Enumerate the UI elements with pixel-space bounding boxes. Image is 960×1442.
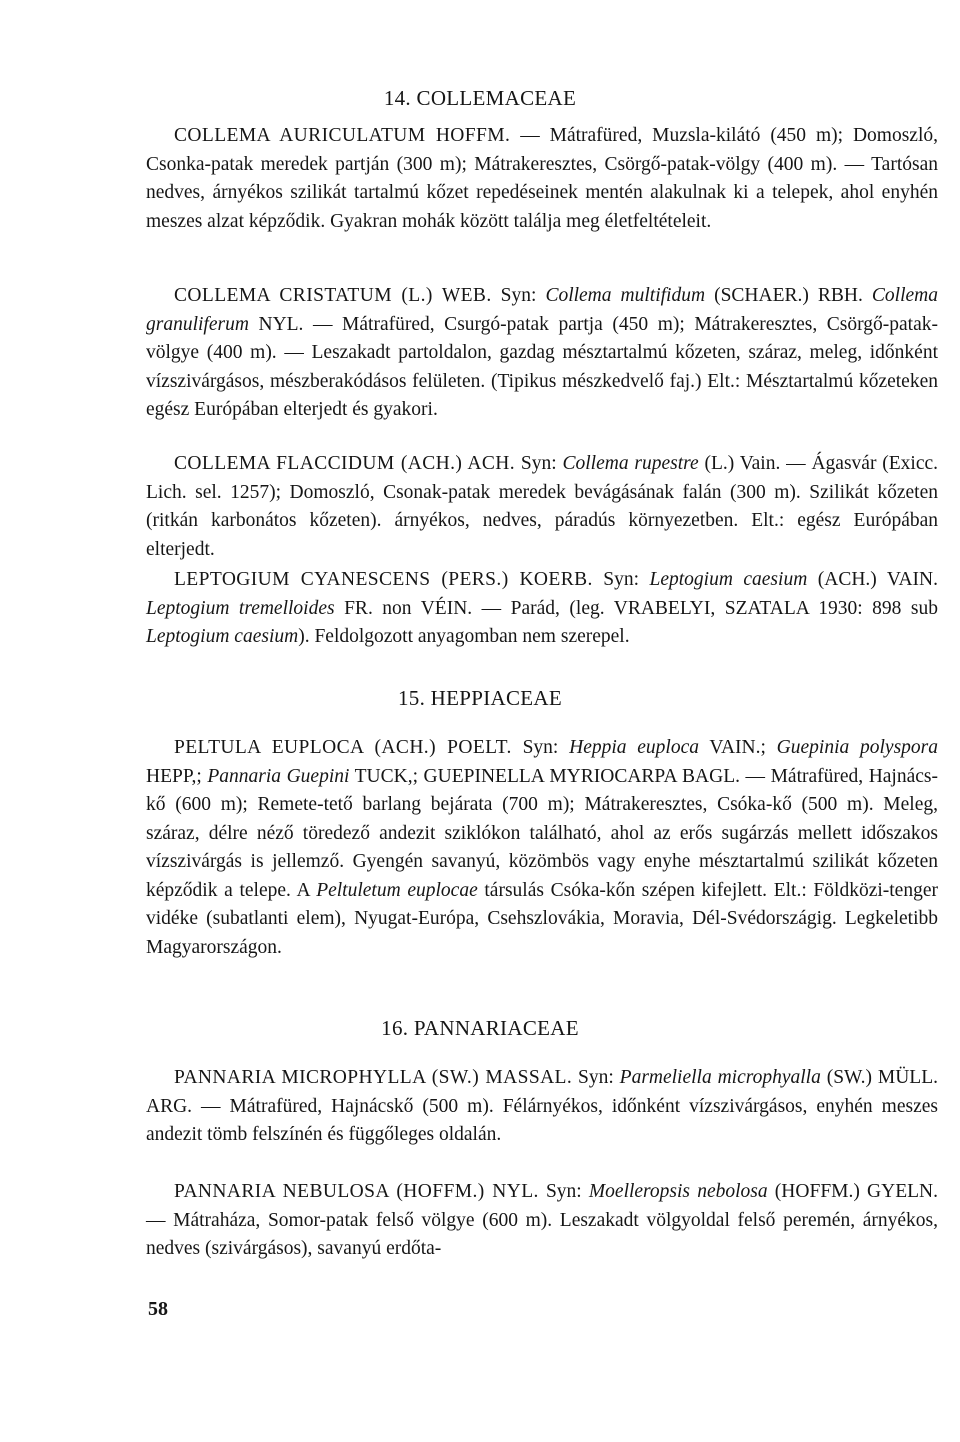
synonym: Peltuletum euplocae <box>316 879 478 901</box>
synonym: Parmeliella microphyalla <box>619 1067 821 1088</box>
species-name: PANNARIA NEBULOSA (HOFFM.) NYL. <box>174 1181 539 1202</box>
synonym: Moelleropsis nebolosa <box>588 1181 768 1202</box>
section-heading-heppiaceae: 15. HEPPIACEAE <box>397 686 563 710</box>
species-name: COLLEMA FLACCIDUM (ACH.) ACH. <box>174 453 516 474</box>
entry-text: (SCHAER.) RBH. <box>705 285 872 306</box>
species-name: PELTULA EUPLOCA (ACH.) POELT. <box>174 737 512 758</box>
syn-label: Syn: <box>572 1067 620 1088</box>
entry-leptogium-cyanescens <box>146 566 938 652</box>
entry-collema-auriculatum <box>146 122 938 236</box>
entry-text: NYL. — Mátrafüred, Csurgó-patak partja (450 m); Mátrakeresztes, Csörgő-patak-völgye (400 m). — Leszakadt partoldalon, gazdag mésztartalmú kőzeten, száraz, meleg, időnként vízszivárgásos, mészberakódásos felületen. (Tipikus mészkedvelő faj.) Elt.: Mésztartalmú kőzeteken egész Európában elterjedt és gyakori. <box>146 313 938 420</box>
syn-label: Syn: <box>515 453 563 474</box>
entry-collema-flaccidum <box>146 450 938 564</box>
entry-text: (L.) Vain. — Ágasvár (Exicc. Lich. sel. 1257); Domoszló, Csonak-patak meredek bevágásának falán (300 m). Szilikát kőzeten (ritkán karbonátos kőzeten). árnyékos, nedves, páradús környezetben. Elt.: egész Európában elterjedt. <box>146 453 939 560</box>
synonym: Collema rupestre <box>562 453 699 474</box>
species-name: COLLEMA CRISTATUM (L.) WEB. <box>174 285 492 306</box>
entry-text: — Mátrafüred, Muzsla-kilátó (450 m); Domoszló, Csonka-patak meredek partján (300 m); Mátrakeresztes, Csörgő-patak-völgy (400 m). — Tartósan nedves, árnyékos szilikát tartalmú kőzet repedéseinek mentén alakulnak ki a telepek, ahol enyhén meszes alzat képződik. Gyakran mohák között találja meg életfeltételeit. <box>146 125 938 232</box>
synonym: Collema granuliferum <box>146 285 938 335</box>
entry-pannaria-microphylla <box>146 1064 938 1150</box>
synonym: Collema multifidum <box>545 285 706 306</box>
synonym: Heppia euploca <box>569 737 699 758</box>
syn-label: Syn: <box>538 1181 589 1202</box>
entry-text: (ACH.) VAIN. <box>807 569 938 590</box>
entry-text: (HOFFM.) GYELN. — Mátraháza, Somor-patak felső völgye (600 m). Leszakadt völgyoldal felső peremén, árnyékos, nedves (szivárgásos), savanyú erdőta- <box>146 1181 938 1259</box>
entry-peltula-euploca <box>146 734 938 962</box>
entry-text: HEPP,; <box>146 765 208 787</box>
syn-label: Syn: <box>491 285 546 306</box>
species-name: LEPTOGIUM CYANESCENS (PERS.) KOERB. <box>174 569 593 590</box>
synonym: Pannaria Guepini <box>207 765 350 787</box>
syn-label: Syn: <box>511 737 570 758</box>
synonym: Guepinia polyspora <box>776 737 938 758</box>
section-heading-pannariaceae: 16. PANNARIACEAE <box>381 1016 579 1040</box>
synonym: Leptogium caesium <box>146 626 299 647</box>
synonym: Leptogium tremelloides <box>146 597 335 619</box>
entry-text: társulás Csóka-kőn szépen kifejlett. Elt.: Földközi-tenger vidéke (subatlanti elem), Nyugat-Európa, Csehszlovákia, Moravia, Dél-Svédországig. Legkeletibb Magyarországon. <box>146 879 938 958</box>
entry-text: VAIN.; <box>699 737 777 758</box>
entry-collema-cristatum <box>146 282 938 425</box>
species-name: COLLEMA AURICULATUM HOFFM. <box>174 125 511 146</box>
entry-text: FR. non VÉIN. — Parád, (leg. VRABELYI, SZATALA 1930: 898 sub <box>334 597 939 619</box>
section-heading-collemaceae: 14. COLLEMACEAE <box>383 86 577 110</box>
syn-label: Syn: <box>592 569 650 590</box>
entry-text: (SW.) MÜLL. ARG. — Mátrafüred, Hajnácskő (500 m). Félárnyékos, időnként vízszivárgásos, enyhén meszes andezit tömb felszínén és függőleges oldalán. <box>146 1067 939 1145</box>
entry-text: ). Feldolgozott anyagomban nem szerepel. <box>298 626 630 647</box>
entry-text: TUCK,; GUEPINELLA MYRIOCARPA BAGL. — Mátrafüred, Hajnács-kő (600 m); Remete-tető barlang bejárata (700 m); Mátrakeresztes, Csóka-kő (500 m). Meleg, száraz, délre néző töredező andezit sziklókon található, ahol az erős sugárzás mellett időszakos vízszivárgás is jellemző. Gyengén savanyú, közömbös vagy enyhe mésztartalmú szilikát kőzeten képződik a telepe. A <box>146 765 938 901</box>
entry-pannaria-nebulosa <box>146 1178 938 1264</box>
page-number: 58 <box>148 1298 168 1320</box>
synonym: Leptogium caesium <box>649 569 808 590</box>
species-name: PANNARIA MICROPHYLLA (SW.) MASSAL. <box>174 1067 573 1088</box>
